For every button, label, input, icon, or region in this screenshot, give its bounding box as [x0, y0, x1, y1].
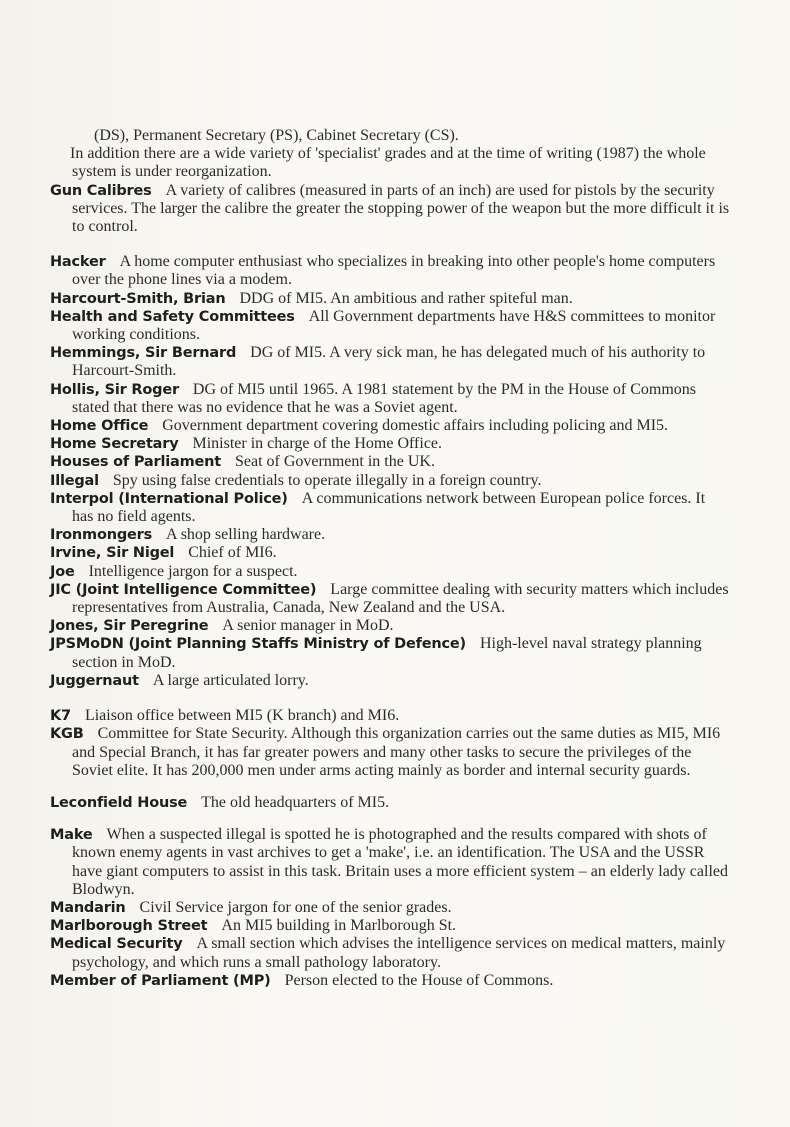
glossary-definition: Person elected to the House of Commons.: [284, 971, 554, 989]
glossary-definition: Liaison office between MI5 (K branch) and MI6.: [84, 707, 400, 725]
glossary-term: Medical Security: [50, 936, 183, 953]
glossary-entry: [50, 635, 730, 671]
glossary-entry: [50, 707, 730, 725]
glossary-term: Member of Parliament (MP): [50, 972, 271, 989]
glossary-entry: [50, 472, 730, 490]
glossary-definition: DDG of MI5. An ambitious and rather spiteful man.: [239, 289, 573, 307]
glossary-entry: [50, 672, 730, 690]
glossary-term: Home Office: [50, 418, 149, 435]
glossary-term: Jones, Sir Peregrine: [50, 618, 209, 635]
glossary-entry: [50, 290, 730, 308]
glossary-entry: [50, 435, 730, 453]
glossary-entry: [50, 344, 730, 380]
glossary-continuation: (DS), Permanent Secretary (PS), Cabinet Secretary (CS).: [94, 127, 459, 144]
glossary-definition: A communications network between European police forces. It has no field agents.: [72, 489, 706, 526]
glossary-definition: Minister in charge of the Home Office.: [192, 435, 443, 453]
glossary-entry: [50, 972, 730, 990]
glossary-entry: [50, 725, 730, 780]
glossary-definition: A shop selling hardware.: [166, 526, 326, 544]
glossary-entry: [50, 581, 730, 617]
glossary-term: Leconfield House: [50, 794, 188, 811]
glossary-term: Ironmongers: [50, 527, 153, 544]
glossary-term: JIC (Joint Intelligence Committee): [50, 581, 317, 598]
glossary-term: Gun Calibres: [50, 182, 152, 199]
glossary-entry: [50, 917, 730, 935]
glossary-term: Joe: [50, 563, 75, 580]
glossary-list: [50, 127, 730, 990]
glossary-term: Marlborough Street: [50, 918, 208, 935]
glossary-entry: [50, 617, 730, 635]
glossary-term: Hacker: [50, 254, 106, 271]
glossary-term: Harcourt-Smith, Brian: [50, 290, 226, 307]
glossary-term: Hollis, Sir Roger: [50, 381, 179, 398]
glossary-definition: A senior manager in MoD.: [222, 617, 394, 635]
glossary-term: KGB: [50, 726, 84, 743]
glossary-definition: High-level naval strategy planning section in MoD.: [72, 635, 702, 671]
glossary-definition: All Government departments have H&S committees to monitor working conditions.: [72, 307, 716, 344]
glossary-term: Houses of Parliament: [50, 454, 221, 471]
glossary-definition: A small section which advises the intelligence services on medical matters, mainly psychology, and which runs a small pathology laboratory.: [72, 935, 726, 971]
glossary-term: Interpol (International Police): [50, 490, 288, 507]
glossary-entry: [50, 417, 730, 435]
glossary-entry: [50, 935, 730, 971]
glossary-definition: A home computer enthusiast who specializes in breaking into other people's home computers over the phone lines via a modem.: [72, 253, 716, 289]
glossary-definition: Civil Service jargon for one of the senior grades.: [139, 898, 452, 916]
glossary-entry: [50, 526, 730, 544]
glossary-definition: Government department covering domestic affairs including policing and MI5.: [162, 417, 669, 435]
glossary-definition: DG of MI5. A very sick man, he has delegated much of his authority to Harcourt-Smith.: [72, 344, 706, 380]
glossary-entry: [50, 182, 730, 237]
glossary-definition: Committee for State Security. Although this organization carries out the same duties as MI5, MI6 and Special Branch, it has far greater powers and many other tasks to secure the privileges of the Soviet elite. It has 200,000 men under arms acting mainly as border and internal security guards.: [72, 725, 721, 779]
glossary-term: Health and Safety Committees: [50, 308, 295, 325]
glossary-definition: Chief of MI6.: [188, 544, 277, 562]
glossary-entry: [50, 308, 730, 344]
glossary-entry: [50, 253, 730, 289]
glossary-term: Illegal: [50, 472, 99, 489]
glossary-term: Juggernaut: [50, 672, 139, 689]
glossary-term: JPSMoDN (Joint Planning Staffs Ministry of Defence): [50, 636, 466, 653]
glossary-entry: [50, 453, 730, 471]
glossary-definition: Spy using false credentials to operate illegally in a foreign country.: [112, 471, 542, 489]
glossary-term: Irvine, Sir Nigel: [50, 545, 175, 562]
glossary-entry: [50, 826, 730, 899]
glossary-entry: [50, 544, 730, 562]
glossary-term: Make: [50, 827, 93, 844]
glossary-definition: Intelligence jargon for a suspect.: [88, 562, 298, 580]
glossary-definition: Large committee dealing with security matters which includes representatives from Australia, Canada, New Zealand and the USA.: [72, 580, 729, 617]
glossary-term: Mandarin: [50, 899, 126, 916]
glossary-definition: A variety of calibres (measured in parts of an inch) are used for pistols by the security services. The larger the calibre the greater the stopping power of the weapon but the more difficult it is to control.: [72, 181, 730, 236]
glossary-entry: [50, 794, 730, 812]
glossary-term: Hemmings, Sir Bernard: [50, 345, 237, 362]
glossary-definition: The old headquarters of MI5.: [201, 793, 390, 811]
glossary-definition: A large articulated lorry.: [152, 671, 309, 689]
glossary-definition: DG of MI5 until 1965. A 1981 statement by the PM in the House of Commons stated that there was no evidence that he was a Soviet agent.: [72, 380, 696, 416]
glossary-entry: [50, 563, 730, 581]
glossary-entry: [50, 490, 730, 526]
glossary-entry: [50, 899, 730, 917]
glossary-definition: When a suspected illegal is spotted he is photographed and the results compared with shots of known enemy agents in vast archives to get a 'make', i.e. an identification. The USA and the USSR have giant computers to assist in this task. Britain uses a more efficient system – an elderly lady called Blodwyn.: [72, 826, 728, 898]
glossary-entry: [50, 381, 730, 417]
glossary-term: K7: [50, 708, 71, 725]
glossary-term: Home Secretary: [50, 436, 179, 453]
glossary-definition: Seat of Government in the UK.: [234, 453, 435, 471]
glossary-definition: An MI5 building in Marlborough St.: [221, 917, 457, 935]
glossary-continuation: In addition there are a wide variety of 'specialist' grades and at the time of writing (1987) the whole system is under reorganization.: [70, 145, 706, 181]
